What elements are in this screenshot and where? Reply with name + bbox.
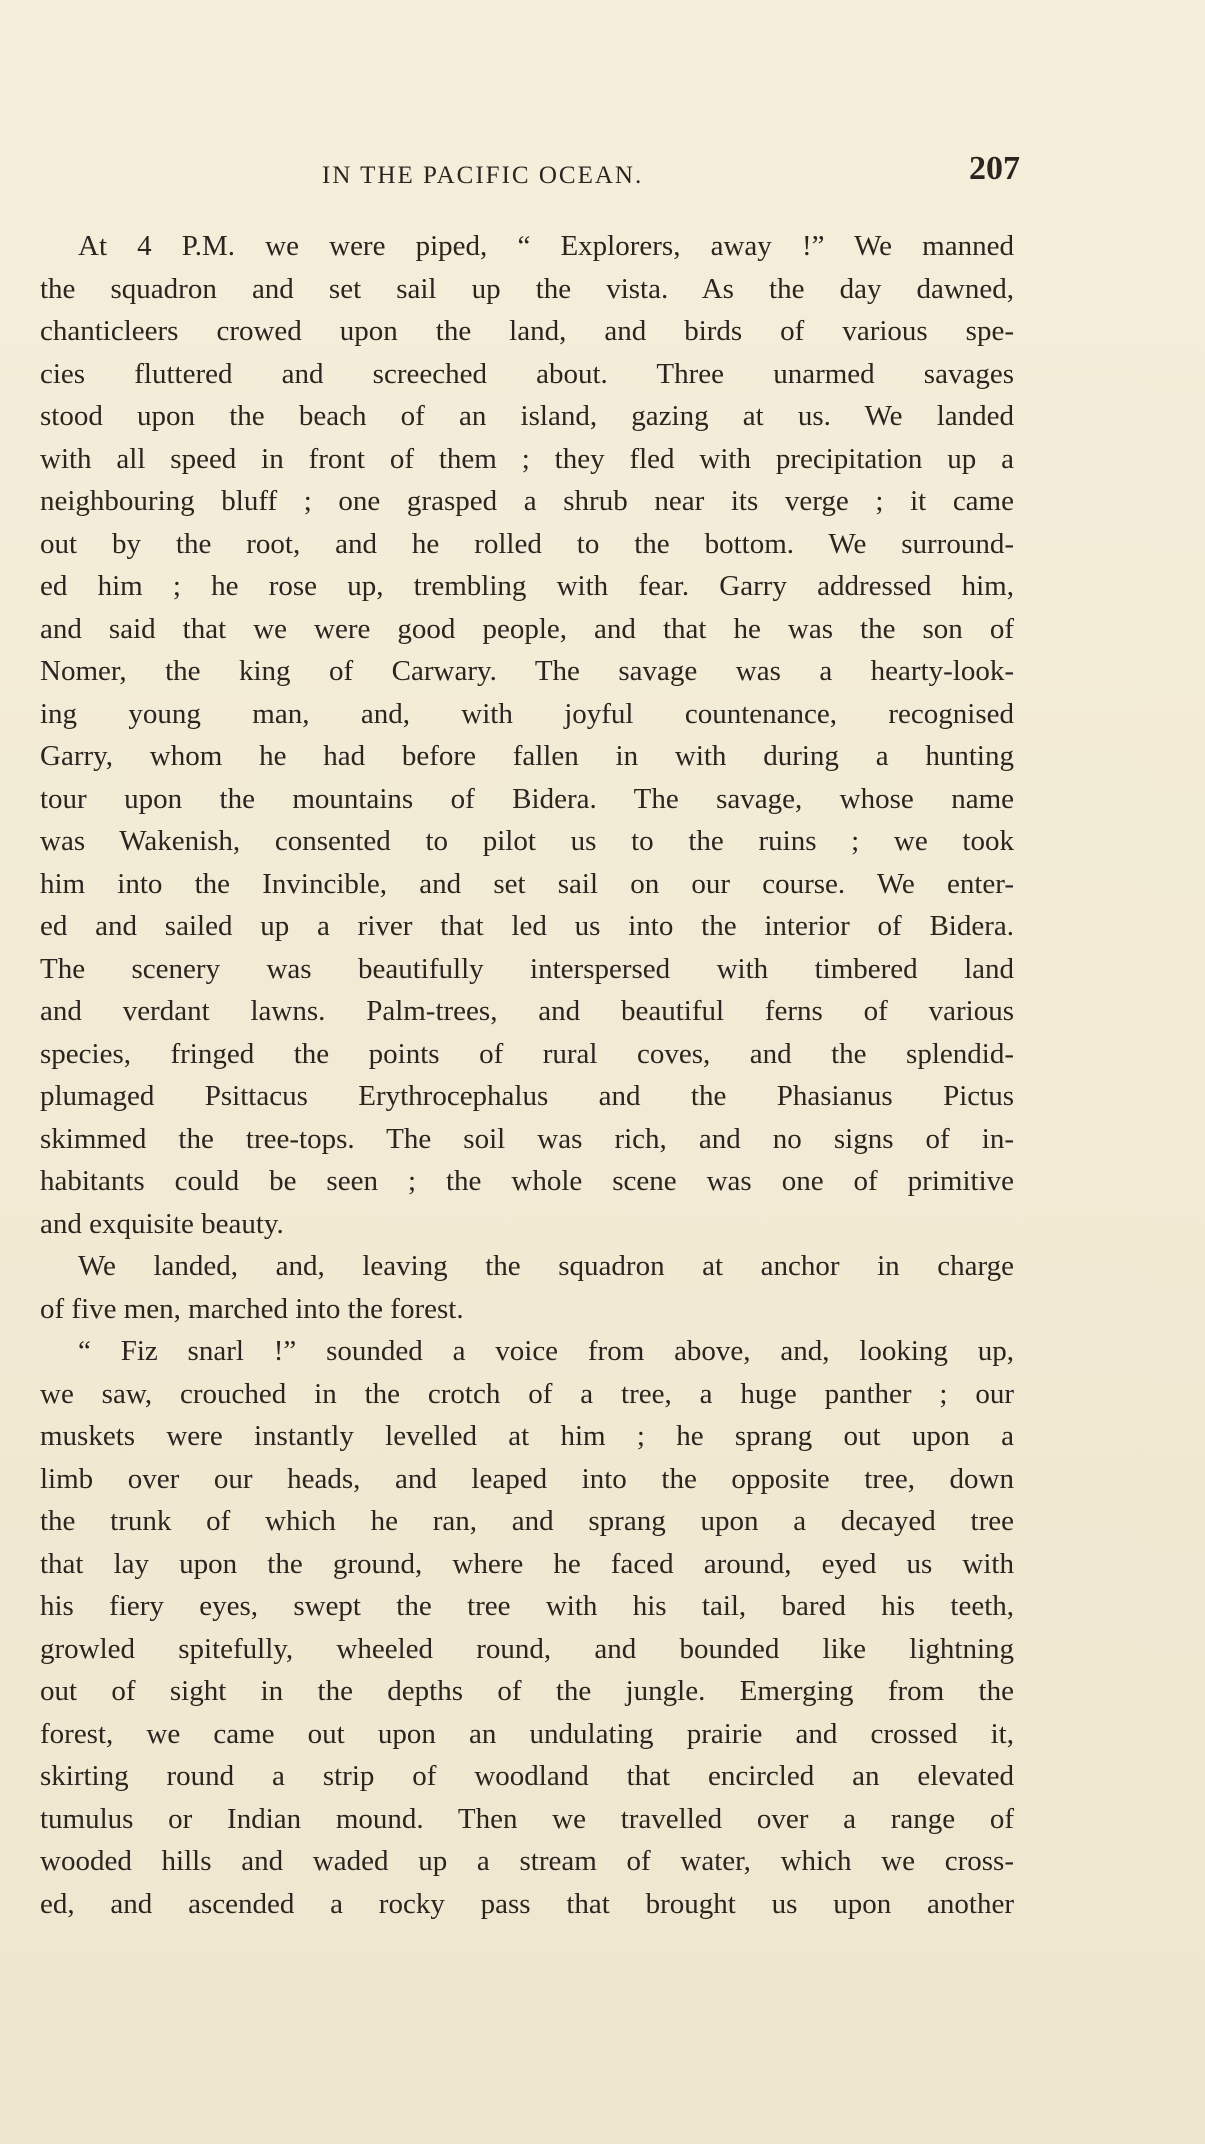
text-line: Nomer, the king of Carwary. The savage was a hearty-look- bbox=[40, 655, 1014, 687]
text-line: stood upon the beach of an island, gazing at us. We landed bbox=[40, 400, 1014, 432]
text-line: him into the Invincible, and set sail on our course. We enter- bbox=[40, 867, 1014, 900]
text-line: neighbouring bluff ; one grasped a shrub near its verge ; it came bbox=[40, 485, 1014, 517]
text-line: plumaged Psittacus Erythrocephalus and the Phasianus Pictus bbox=[40, 1080, 1014, 1112]
text-line: out by the root, and he rolled to the bottom. We surround- bbox=[40, 527, 1014, 560]
running-title: IN THE PACIFIC OCEAN. bbox=[322, 162, 644, 189]
running-head bbox=[40, 150, 1020, 200]
text-line: ing young man, and, with joyful countenance, recognised bbox=[40, 697, 1014, 730]
text-line: of five men, marched into the forest. bbox=[40, 1292, 464, 1325]
text-line: with all speed in front of them ; they fled with precipitation up a bbox=[40, 442, 1014, 475]
text-line: Garry, whom he had before fallen in with during a hunting bbox=[40, 740, 1014, 772]
text-line: ed and sailed up a river that led us into the interior of Bidera. bbox=[40, 910, 1014, 942]
text-line: We landed, and, leaving the squadron at anchor in charge bbox=[78, 1250, 1014, 1282]
text-line: we saw, crouched in the crotch of a tree, a huge panther ; our bbox=[40, 1377, 1014, 1410]
text-line: was Wakenish, consented to pilot us to the ruins ; we took bbox=[40, 825, 1014, 857]
text-line: tumulus or Indian mound. Then we travelled over a range of bbox=[40, 1802, 1014, 1835]
text-line: and said that we were good people, and that he was the son of bbox=[40, 612, 1014, 645]
body-text bbox=[40, 225, 1014, 1925]
text-line: the trunk of which he ran, and sprang upon a decayed tree bbox=[40, 1505, 1014, 1537]
text-line: ed him ; he rose up, trembling with fear. Garry addressed him, bbox=[40, 570, 1014, 602]
text-line: limb over our heads, and leaped into the opposite tree, down bbox=[40, 1462, 1014, 1495]
text-line: and verdant lawns. Palm-trees, and beautiful ferns of various bbox=[40, 995, 1014, 1027]
text-line: At 4 P.M. we were piped, “ Explorers, away !” We manned bbox=[78, 230, 1014, 262]
text-line: and exquisite beauty. bbox=[40, 1207, 284, 1240]
text-line: wooded hills and waded up a stream of water, which we cross- bbox=[40, 1845, 1014, 1877]
page-number: 207 bbox=[969, 150, 1020, 187]
text-line: The scenery was beautifully interspersed with timbered land bbox=[40, 952, 1014, 985]
text-line: species, fringed the points of rural coves, and the splendid- bbox=[40, 1037, 1014, 1070]
text-line: his fiery eyes, swept the tree with his tail, bared his teeth, bbox=[40, 1590, 1014, 1622]
text-line: out of sight in the depths of the jungle. Emerging from the bbox=[40, 1675, 1014, 1707]
text-line: habitants could be seen ; the whole scene was one of primitive bbox=[40, 1165, 1014, 1197]
text-line: chanticleers crowed upon the land, and birds of various spe- bbox=[40, 315, 1014, 347]
text-line: ed, and ascended a rocky pass that brought us upon another bbox=[40, 1887, 1014, 1920]
text-line: that lay upon the ground, where he faced around, eyed us with bbox=[40, 1547, 1014, 1580]
text-line: skirting round a strip of woodland that encircled an elevated bbox=[40, 1760, 1014, 1792]
text-line: forest, we came out upon an undulating prairie and crossed it, bbox=[40, 1717, 1014, 1750]
text-line: growled spitefully, wheeled round, and bounded like lightning bbox=[40, 1632, 1014, 1665]
text-line: tour upon the mountains of Bidera. The savage, whose name bbox=[40, 782, 1014, 815]
text-line: the squadron and set sail up the vista. As the day dawned, bbox=[40, 272, 1014, 305]
text-line: skimmed the tree-tops. The soil was rich, and no signs of in- bbox=[40, 1122, 1014, 1155]
text-line: cies fluttered and screeched about. Three unarmed savages bbox=[40, 357, 1014, 390]
text-line: “ Fiz snarl !” sounded a voice from above, and, looking up, bbox=[78, 1335, 1014, 1367]
text-line: muskets were instantly levelled at him ; he sprang out upon a bbox=[40, 1420, 1014, 1452]
